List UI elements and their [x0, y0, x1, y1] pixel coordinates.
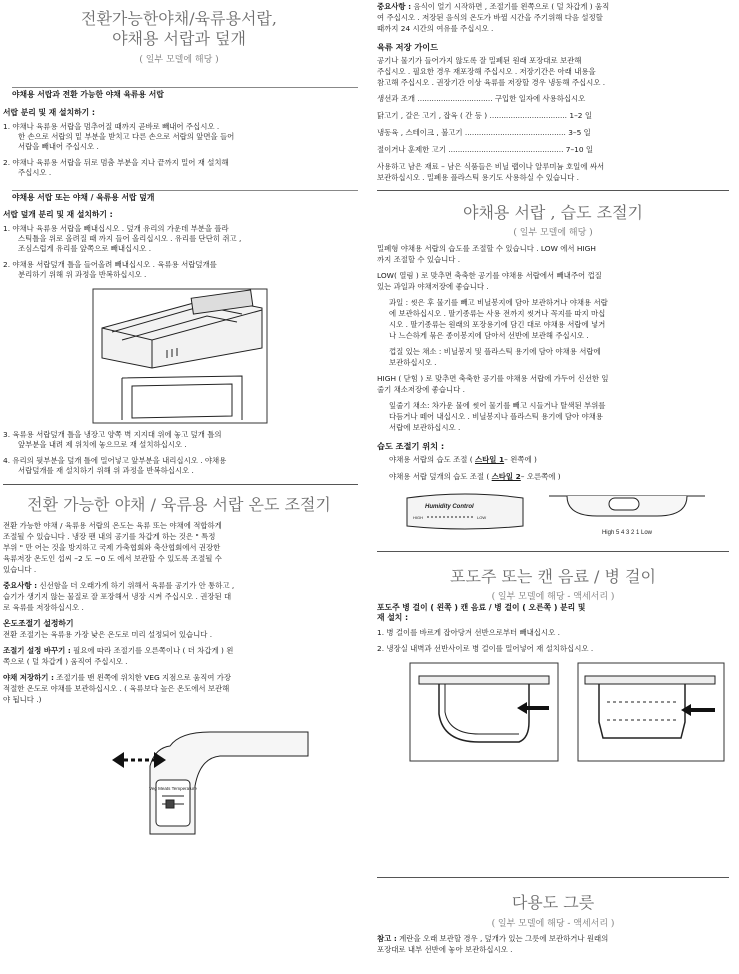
paragraph: 까지 조절할 수 있습니다 .: [377, 255, 461, 264]
dial-label: Veg Meats Temperature: [149, 786, 197, 791]
subsection-bar: 야채용 서랍 또는 야채 / 육류용 서랍 덮개: [12, 190, 358, 205]
paragraph: 공기나 물기가 들어가지 않도록 잘 밀폐된 원래 포장대로 보관해: [377, 56, 582, 65]
section-subtitle: ( 일부 모델에 해당 - 액세서리 ): [491, 592, 615, 602]
paragraph: 시오 . 딸기종류는 원래의 포장용기에 담긴 대로 야채용 서랍에 넣거: [389, 320, 606, 329]
step-text: 4. 유리의 뒷부분을 덮개 틀에 밀어넣고 앞부분을 내리십시오 . 야채용: [3, 456, 227, 465]
style-text: – 오른쪽에 ): [520, 472, 561, 481]
storage-row: 냉동육 , 스테이크 , 불고기 ........................................... 3–5 일: [377, 128, 591, 137]
temperature-control-illustration: [110, 726, 310, 836]
step-text: 2. 야채용 서랍덮개 틀을 들어올려 빼내십시오 . 육류용 서랍덮개를: [3, 260, 217, 269]
paragraph: 있습니다 .: [3, 565, 37, 574]
step-text: 한 손으로 서랍의 밑 부분을 받치고 다른 손으로 서랍의 앞면을 들어: [18, 132, 235, 141]
style2-line: [389, 472, 561, 483]
section-title: 야채용 서랍 , 습도 조절기: [463, 203, 643, 222]
paragraph: 사용하고 남은 재료 – 남은 식품들은 비닐 랩이나 알루미늄 호일에 싸서: [377, 162, 605, 171]
subsection-heading: 습도 조절기 위치 :: [377, 441, 445, 451]
subsection-heading: 온도조절기 설정하기: [3, 619, 74, 628]
note-text: 음식이 얼기 시작하면 , 조절기를 왼쪽으로 ( 덜 차갑게 ) 움직: [411, 2, 610, 11]
important-note: [377, 2, 609, 13]
section-title: 전환 가능한 야채 / 육류용 서랍 온도 조절기: [27, 495, 331, 514]
note-text: 계란을 오래 보관할 경우 , 덮개가 있는 그릇에 보관하거나 원래의: [396, 934, 609, 943]
paragraph: LOW( 열림 ) 로 맞추면 축축한 공기를 야채용 서랍에서 빼내주어 껍질: [377, 271, 602, 280]
section-title: 전환가능한야채/육류용서랍,: [81, 9, 277, 28]
subsection-heading: 서랍 덮개 분리 및 재 설치하기 :: [3, 210, 113, 219]
humidity-control-style2: [547, 486, 707, 540]
subsection-bar: 야채용 서랍과 전환 가능한 야채 육류용 서랍: [12, 87, 358, 102]
paragraph: 보관하십시오 . 밀폐용 플라스틱 용기도 사용하실 수 있습니다 .: [377, 173, 579, 182]
note-label: 조절기 설정 바꾸기 :: [3, 646, 71, 655]
style-text: 야채용 서랍의 습도 조절 (: [389, 455, 476, 464]
paragraph: 나 느슨하게 묶은 종이봉지에 담아서 선반에 보관해 주십시오 .: [389, 331, 589, 340]
humidity-label: Humidity Control: [425, 504, 474, 510]
humidity-control-style1: [405, 492, 525, 532]
paragraph: 과일 : 씻은 후 물기를 빼고 비닐봉지에 담아 보관하거나 야채용 서랍: [389, 298, 608, 307]
subsection-heading: 재 설치 :: [377, 613, 409, 622]
note-text: 필요에 따라 조절기를 오른쪽이나 ( 더 차갑게 ) 왼: [70, 646, 234, 655]
note-text: 신선함을 더 오래가게 하기 위해서 육류를 공기가 안 통하고 ,: [37, 581, 235, 590]
step-text: 3. 육류용 서랍덮개 틀을 냉장고 양쪽 벽 지지대 위에 놓고 덮개 틀의: [3, 430, 222, 439]
arrow-left-icon: [112, 752, 124, 768]
paragraph: 주십시오 . 필요한 경우 재포장해 주십시오 . 저장기간은 아래 내용을: [377, 67, 596, 76]
divider: [377, 877, 729, 878]
paragraph: 보관하십시오 .: [389, 358, 437, 367]
note-label: 야채 저장하기 :: [3, 673, 54, 682]
step-text: 1. 야채나 육류용 서랍을 빼내십시오 . 덮개 유리의 가운데 부분을 플라: [3, 224, 229, 233]
style-label: 스타일 2: [491, 472, 521, 481]
humidity-low-label: LOW: [477, 515, 487, 520]
style-label: 스타일 1: [475, 455, 505, 464]
paragraph: 적절한 온도로 야채를 보관하십시오 . ( 육류보다 높은 온도에서 보관해: [3, 684, 230, 693]
note-label: 중요사항 :: [377, 2, 412, 11]
style-text: 야채용 서랍 덮개의 습도 조절 (: [389, 472, 492, 481]
divider: [377, 190, 729, 191]
subsection-heading: 육류 저장 가이드: [377, 42, 439, 52]
section-title-line2: 야채용 서랍과 덮개: [112, 29, 246, 48]
step-text: 1. 야채나 육류용 서랍을 멈추어질 때까지 곧바로 빼내어 주십시오 .: [3, 122, 220, 131]
note: [377, 934, 608, 945]
section-subtitle: ( 일부 모델에 해당 ): [513, 228, 593, 238]
paragraph: 로 육류를 저장하십시오 .: [3, 603, 84, 612]
bottle-rack-illustration-left: [409, 662, 559, 762]
step-text: 스틱틀을 위로 올려질 때 까지 들어 올리십시오 . 유리를 단단히 쥐고 ,: [18, 234, 242, 243]
paragraph: 전환 조절기는 육류용 가장 낮은 온도로 미리 설정되어 있습니다 .: [3, 630, 213, 639]
paragraph: 다듬거나 떼어 내십시오 . 비닐봉지나 플라스틱 용기에 담아 야채용: [389, 412, 603, 421]
step-text: 분리하기 위해 위 과정을 반복하십시오 .: [18, 270, 147, 279]
section-subtitle: ( 일부 모델에 해당 - 액세서리 ): [491, 919, 615, 929]
step-text: 1. 병 걸이를 바르게 잡아당겨 선반으로부터 빼내십시오 .: [377, 628, 560, 637]
section-title: 포도주 또는 캔 음료 / 병 걸이: [450, 567, 656, 586]
paragraph: 전환 가능한 야채 / 육류용 서랍의 온도는 육류 또는 야채에 적합하게: [3, 521, 222, 530]
note-label: 중요사항 :: [3, 581, 38, 590]
paragraph: 참고해 주십시오 . 권장기간 이상 육류를 저장할 경우 냉동해 주십시오 .: [377, 78, 606, 87]
step-text: 서랍덮개를 재 설치하기 위해 위 과정을 반복하십시오 .: [18, 466, 194, 475]
bottle-rack-illustration-right: [577, 662, 725, 762]
storage-row: 생선과 조개 ................................ 구입한 일자에 사용하십시오: [377, 94, 586, 103]
paragraph: 조절될 수 있습니다 . 냉장 팬 내의 공기를 차갑게 하는 것은 " 특정: [3, 532, 216, 541]
step-text: 2. 냉장실 내벽과 선반사이로 병 걸이를 밀어넣어 재 설치하십시오 .: [377, 644, 594, 653]
important-note: [3, 581, 234, 592]
paragraph: 부위 " 만 어는 것을 방지하고 국제 가축협회와 축산협회에서 권장한: [3, 543, 221, 552]
storage-row: 절이거나 훈제한 고기 ................................................. 7–10 일: [377, 145, 594, 154]
subsection-heading: 서랍 분리 및 재 설치하기 :: [3, 108, 96, 117]
paragraph: 습기가 생기지 않는 물질로 잘 포장해서 냉장 시켜 주십시오 . 권장된 대: [3, 592, 232, 601]
paragraph: 밀폐형 야채용 서랍의 습도를 조절할 수 있습니다 . LOW 에서 HIGH: [377, 244, 596, 253]
section-title: 다용도 그릇: [511, 893, 595, 912]
paragraph: 때까지 24 시간의 여유를 주십시오 .: [377, 24, 494, 33]
arrow-left-icon: [517, 702, 527, 714]
paragraph: 쪽으로 ( 덜 차갑게 ) 움직여 주십시오 .: [3, 657, 128, 666]
arrow-left-icon: [681, 704, 691, 716]
humidity-high-label: HIGH: [413, 515, 423, 520]
note-text: 조절기를 맨 왼쪽에 위치한 VEG 지점으로 움직여 가장: [53, 673, 231, 682]
drawer-cover-illustration: [92, 288, 268, 424]
style1-line: [389, 455, 537, 466]
paragraph: 야 됩니다 .): [3, 695, 42, 704]
step-text: 2. 야채나 육류용 서랍을 뒤로 멈춤 부분을 지나 끝까지 밀어 재 설치해: [3, 158, 229, 167]
veg-storage-note: [3, 673, 231, 684]
paragraph: 여 주십시오 . 저장된 음식의 온도가 바뀔 시간을 주기위해 다음 설정할: [377, 13, 603, 22]
style-text: – 왼쪽에 ): [504, 455, 537, 464]
paragraph: 줄기 채소저장에 좋습니다 .: [377, 385, 465, 394]
paragraph: 서랍에 보관하십시오 .: [389, 423, 461, 432]
note-label: 참고 :: [377, 934, 397, 943]
subsection-heading: 포도주 병 걸이 ( 왼쪽 ) 캔 음료 / 병 걸이 ( 오른쪽 ) 분리 및: [377, 603, 586, 612]
paragraph: 있는 과일과 야채저장에 좋습니다 .: [377, 282, 489, 291]
step-text: 서랍을 빼내어 주십시오 .: [18, 142, 99, 151]
humidity-scale: High 5 4 3 2 1 Low: [601, 530, 653, 536]
divider: [377, 551, 729, 552]
step-text: 주십시오 .: [18, 168, 52, 177]
paragraph: 잎줄기 채소: 차가운 물에 씻어 물기를 빼고 시들거나 탈색된 부위를: [389, 401, 606, 410]
step-text: 앞부분을 내려 제 위치에 놓으므로 재 설치하십시오 .: [18, 440, 187, 449]
paragraph: 껍질 있는 채소 : 비닐봉지 및 플라스틱 용기에 담아 야채용 서랍에: [389, 347, 601, 356]
divider: [3, 484, 358, 485]
section-subtitle: ( 일부 모델에 해당 ): [139, 55, 219, 65]
storage-row: 닭고기 , 갈은 고기 , 잡육 ( 간 등 ) ................................. 1–2 일: [377, 111, 592, 120]
paragraph: 육류저장 온도인 섭씨 –2 도 ~0 도 에서 보관할 수 있도록 조절될 수: [3, 554, 222, 563]
step-text: 조심스럽게 유리를 앞쪽으로 빼내십시오 .: [18, 244, 152, 253]
change-setting-note: [3, 646, 233, 657]
paragraph: 에 보관하십시오 . 딸기종류는 사용 전까지 씻거나 꼭지를 따지 마십: [389, 309, 606, 318]
paragraph: HIGH ( 닫힘 ) 로 맞추면 축축한 공기를 야채용 서랍에 가두어 신선한 잎: [377, 374, 609, 383]
paragraph: 포장대로 내부 선반에 놓아 보관하십시오 .: [377, 945, 513, 954]
